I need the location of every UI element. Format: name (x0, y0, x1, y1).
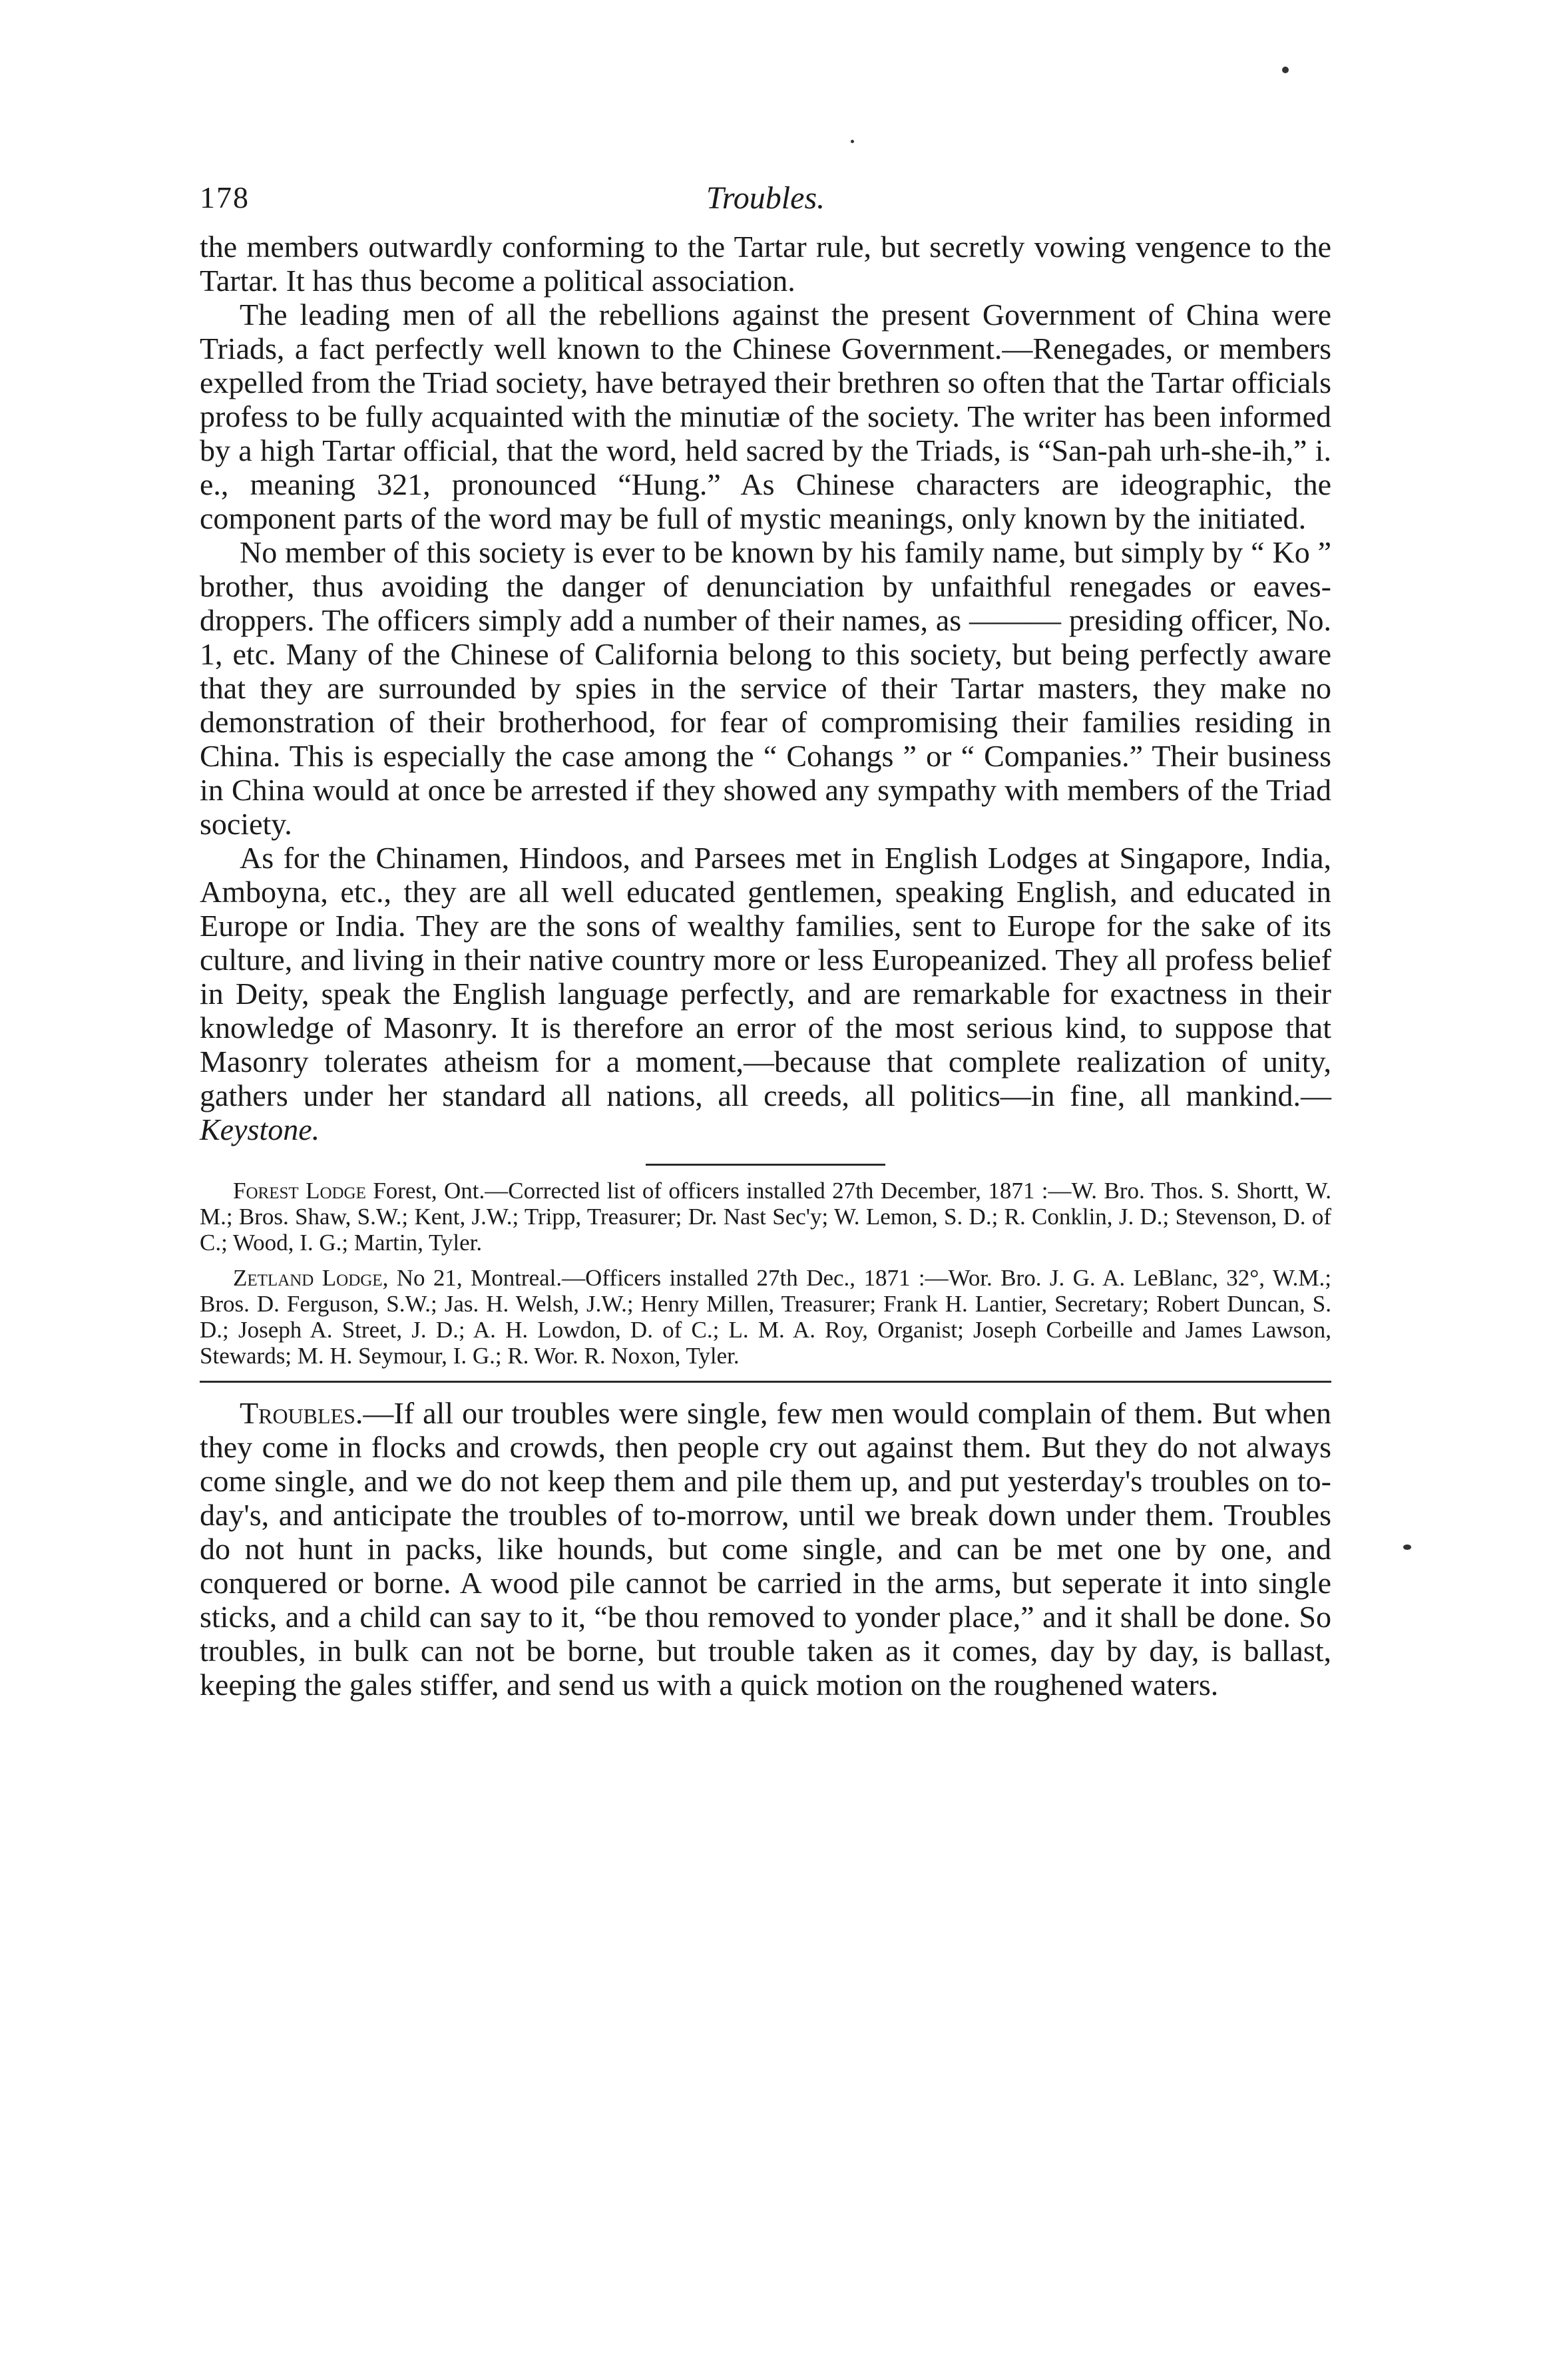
article-paragraph-4-text: As for the Chinamen, Hindoos, and Parsees met in English Lodges at Singapore, India, Amboyna, etc., they are all well educated gentlemen, speaking English, and educated in Europe or India. They are the sons of wealthy families, sent to Europe for the sake of its culture, and living in their native country more or less Europeanized. They all profess belief in Deity, speak the English language perfectly, and are remarkable for exactness in their knowledge of Masonry. It is therefore an error of the most serious kind, to suppose that Masonry tolerates atheism for a moment,—because that complete realization of unity, gathers under her standard all nations, all creeds, all politics—in fine, all mankind.— (200, 841, 1331, 1112)
section-divider (646, 1164, 885, 1166)
troubles-article (200, 1396, 1331, 1702)
book-page (200, 0, 1331, 2380)
article-paragraph-2: The leading men of all the rebellions against the present Government of China were Triads, a fact perfectly well known to the Chinese Government.—Renegades, or members expelled from the Triad society, have betrayed their brethren so often that the Tartar officials profess to be fully acquainted with the minutiæ of the society. The writer has been informed by a high Tartar official, that the word, held sacred by the Triads, is “San-pah urh-she-ih,” i. e., meaning 321, pronounced “Hung.” As Chinese characters are ideographic, the component parts of the word may be full of mystic meanings, only known by the initiated. (200, 298, 1331, 535)
notice-text: No 21, Montreal.—Officers installed 27th Dec., 1871 :—Wor. Bro. J. G. A. LeBlanc, 32°, W.M.; Bros. D. Ferguson, S.W.; Jas. H. Welsh, J.W.; Henry Millen, Treasurer; Frank H. Lantier, Secretary; Robert Duncan, S. D.; Joseph A. Street, J. D.; A. H. Lowdon, D. of C.; L. M. A. Roy, Organist; Joseph Corbeille and James Lawson, Stewards; M. H. Seymour, I. G.; R. Wor. R. Noxon, Tyler. (200, 1265, 1331, 1369)
article (200, 230, 1331, 1146)
notice-text: Forest, Ont.—Corrected list of officers installed 27th December, 1871 :—W. Bro. Thos. S. Shortt, W. M.; Bros. Shaw, S.W.; Kent, J.W.; Tripp, Treasurer; Dr. Nast Sec'y; W. Lemon, S. D.; R. Conklin, J. D.; Stevenson, D. of C.; Wood, I. G.; Martin, Tyler. (200, 1178, 1332, 1256)
notice-lead: Zetland Lodge, (233, 1265, 389, 1291)
running-head: Troubles. (706, 180, 825, 216)
section-divider-full (200, 1381, 1331, 1383)
troubles-text: —If all our troubles were single, few men would complain of them. But when they come in flocks and crowds, then people cry out against them. But they do not always come single, and we do not keep them and pile them up, and put yesterday's troubles on to-day's, and anticipate the troubles of to-morrow, until we break down under them. Troubles do not hunt in packs, like hounds, but come single, and can be met one by one, and conquered or borne. A wood pile cannot be carried in the arms, but seperate it into single sticks, and a child can say to it, “be thou removed to yonder place,” and it shall be done. So troubles, in bulk can not be borne, but trouble taken as it comes, day by day, is ballast, keeping the gales stiffer, and send us with a quick motion on the roughened waters. (200, 1396, 1331, 1702)
notice-lead: Forest Lodge (233, 1178, 366, 1204)
article-paragraph-3: No member of this society is ever to be known by his family name, but simply by “ Ko ” brother, thus avoiding the danger of denunciation by unfaithful renegades or eaves-droppers. The officers simply add a number of their names, as ——— presiding officer, No. 1, etc. Many of the Chinese of California belong to this society, but being perfectly aware that they are surrounded by spies in the service of their Tartar masters, they make no demonstration of their brotherhood, for fear of compromising their families residing in China. This is especially the case among the “ Cohangs ” or “ Companies.” Their business in China would at once be arrested if they showed any sympathy with members of the Triad society. (200, 535, 1331, 841)
troubles-paragraph (200, 1396, 1331, 1702)
troubles-lead: Troubles. (240, 1396, 363, 1430)
article-paragraph-4 (200, 841, 1331, 1146)
page-header (200, 180, 1331, 226)
article-signature: Keystone. (200, 1112, 320, 1146)
article-paragraph-1: the members outwardly conforming to the Tartar rule, but secretly vowing vengence to the Tartar. It has thus become a political association. (200, 230, 1331, 298)
page-number: 178 (200, 180, 250, 214)
lodge-notices (200, 1178, 1331, 1369)
notice-zetland-lodge (200, 1265, 1331, 1369)
notice-forest-lodge (200, 1178, 1331, 1256)
page-body (200, 230, 1331, 1702)
